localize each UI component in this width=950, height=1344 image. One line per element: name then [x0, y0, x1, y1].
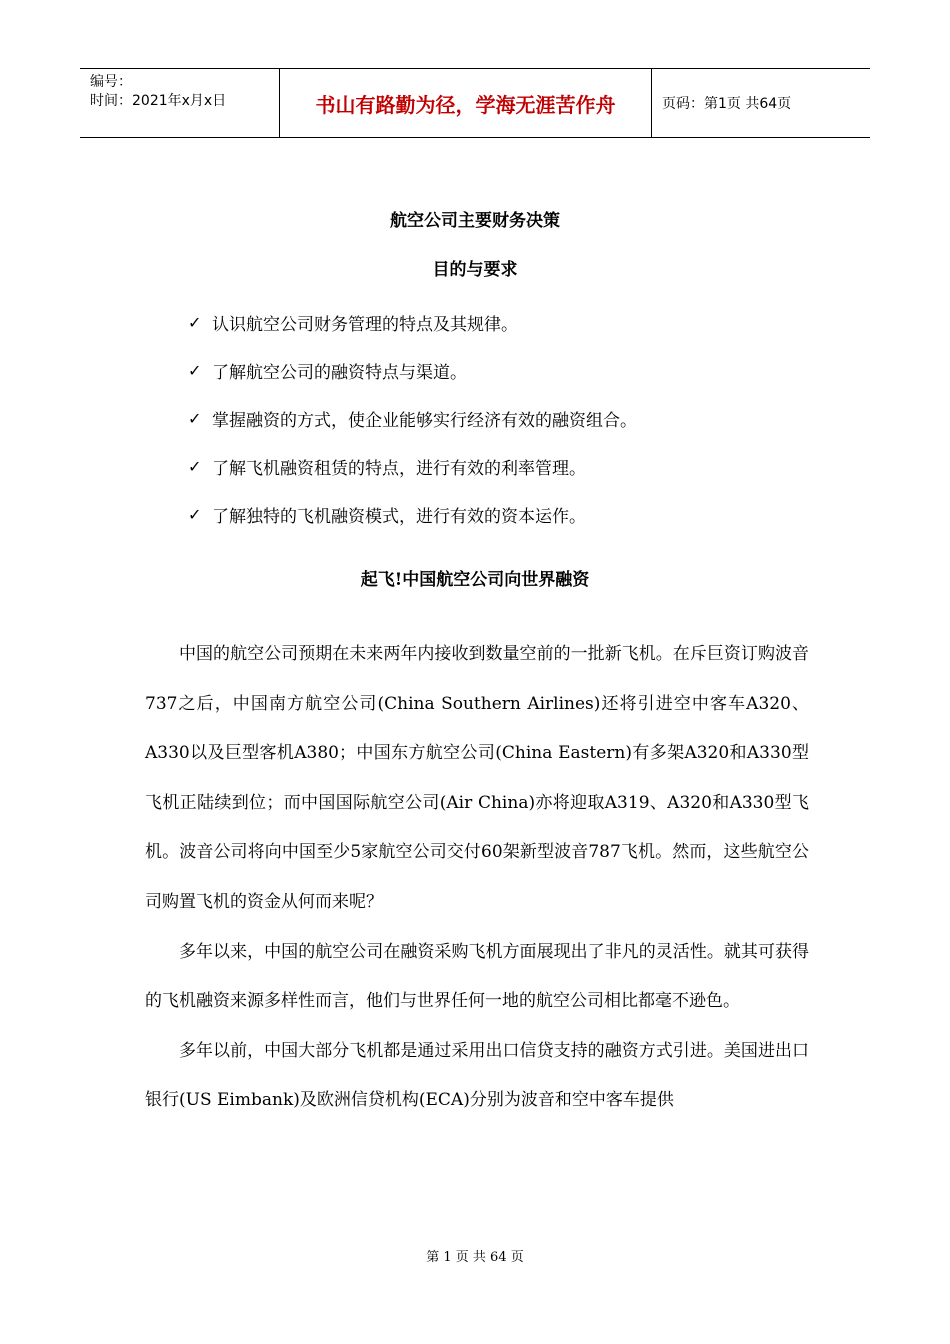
section-title: 起飞!中国航空公司向世界融资: [360, 570, 590, 590]
page-footer: 第 1 页 共 64 页: [426, 1250, 524, 1265]
checkmark-icon: ✓: [188, 504, 202, 524]
objective-item: [188, 346, 637, 394]
objective-text: 了解独特的飞机融资模式，进行有效的资本运作。: [212, 506, 586, 527]
objective-item: [188, 442, 637, 490]
article-body: [145, 630, 809, 1126]
paragraph: 多年以来，中国的航空公司在融资采购飞机方面展现出了非凡的灵活性。就其可获得的飞机融资来源多样性而言，他们与世界任何一地的航空公司相比都毫不逊色。: [145, 941, 809, 1012]
checkmark-icon: ✓: [188, 360, 202, 380]
checkmark-icon: ✓: [188, 408, 202, 428]
document-date-label: 时间：2021年x月x日: [90, 93, 227, 109]
document-subtitle: 目的与要求: [432, 260, 518, 280]
objective-item: [188, 490, 637, 538]
objective-text: 掌握融资的方式，使企业能够实行经济有效的融资组合。: [212, 410, 637, 431]
objective-item: [188, 298, 637, 346]
checkmark-icon: ✓: [188, 312, 202, 332]
paragraph: 多年以前，中国大部分飞机都是通过采用出口信贷支持的融资方式引进。美国进出口银行(US Eimbank)及欧洲信贷机构(ECA)分别为波音和空中客车提供: [145, 1040, 809, 1111]
objective-text: 认识航空公司财务管理的特点及其规律。: [212, 314, 518, 335]
objectives-list: [188, 298, 637, 538]
objective-item: [188, 394, 637, 442]
document-number-label: 编号：: [90, 74, 132, 90]
document-title: 航空公司主要财务决策: [390, 211, 560, 231]
page-header: [80, 68, 870, 138]
header-meta: [80, 69, 280, 137]
objective-text: 了解航空公司的融资特点与渠道。: [212, 362, 467, 383]
header-page-info: 页码：第1页 共64页: [662, 96, 792, 112]
checkmark-icon: ✓: [188, 456, 202, 476]
paragraph: 中国的航空公司预期在未来两年内接收到数量空前的一批新飞机。在斥巨资订购波音737之后，中国南方航空公司(China Southern Airlines)还将引进空中客车A320、A330以及巨型客机A380；中国东方航空公司(China Eastern)有多架A320和A330型飞机正陆续到位；而中国国际航空公司(Air China)亦将迎取A319、A320和A330型飞机。波音公司将向中国至少5家航空公司交付60架新型波音787飞机。然而，这些航空公司购置飞机的资金从何而来呢？: [145, 644, 809, 912]
objective-text: 了解飞机融资租赁的特点，进行有效的利率管理。: [212, 458, 586, 479]
header-motto: 书山有路勤为径，学海无涯苦作舟: [280, 69, 652, 137]
